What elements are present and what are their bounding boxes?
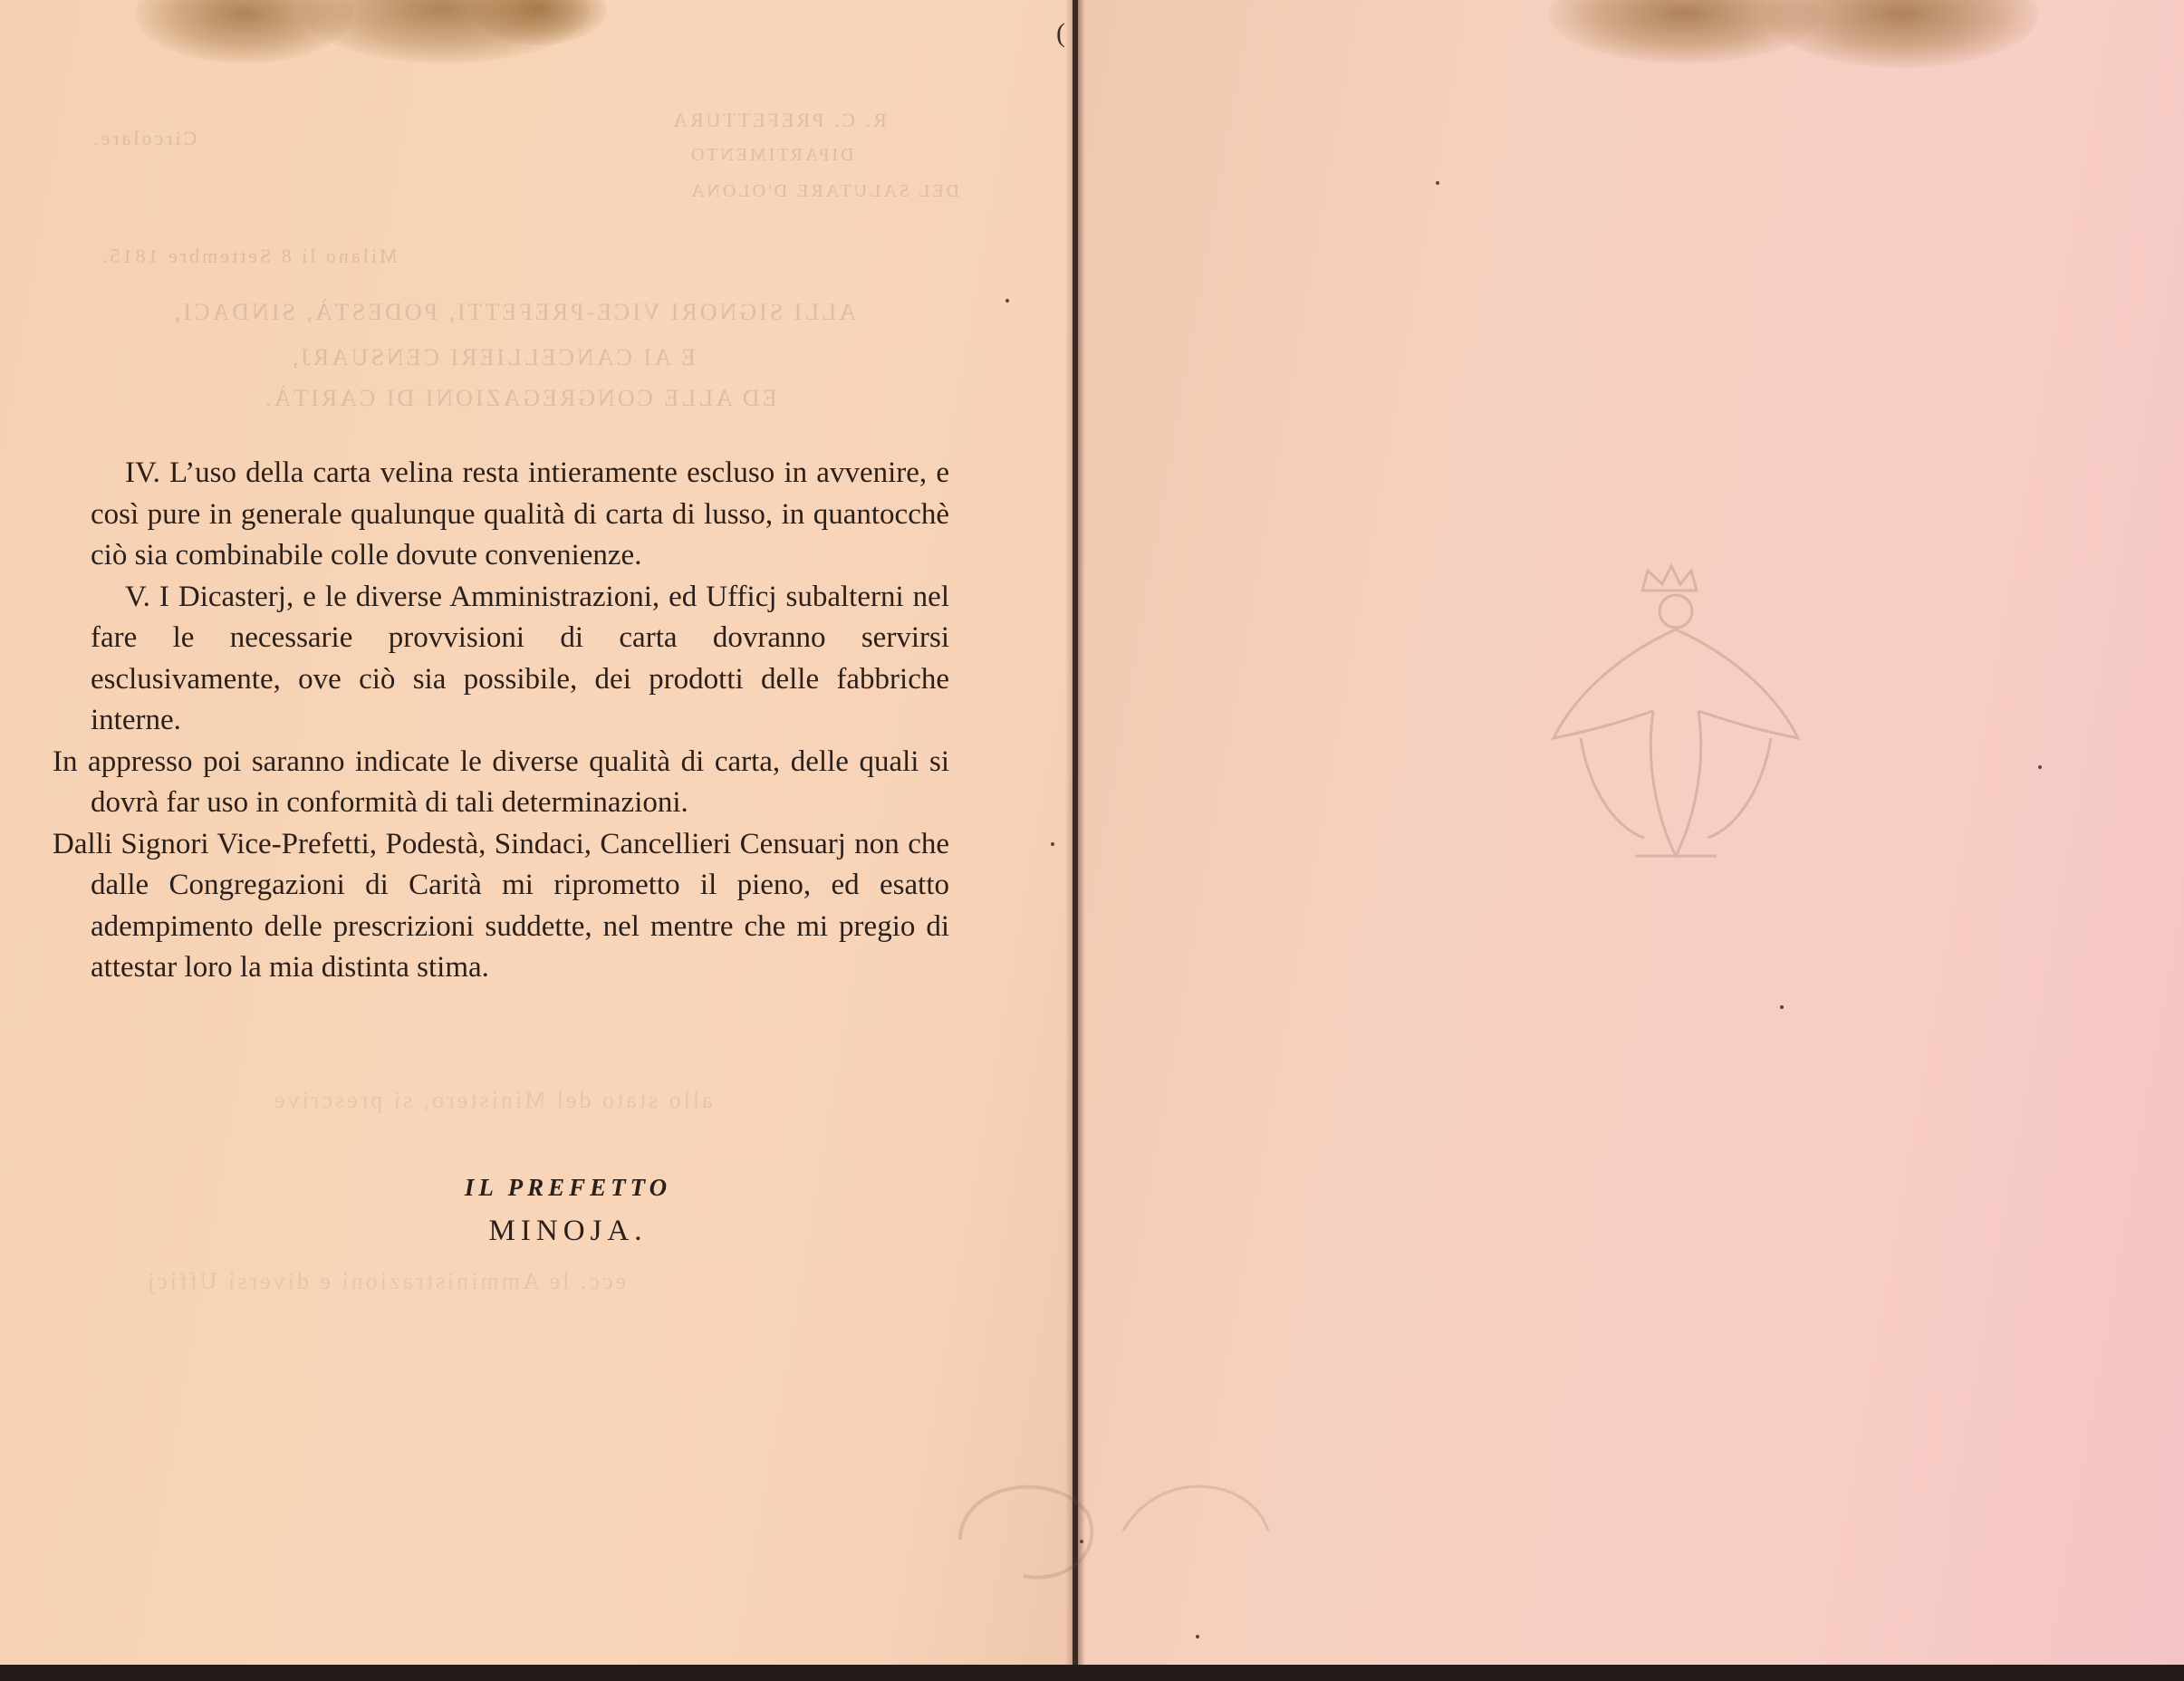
document-body [53, 453, 949, 989]
signature-block [0, 1174, 1073, 1248]
book-gutter [1065, 0, 1085, 1665]
left-page [0, 0, 1073, 1665]
speck [1005, 299, 1009, 303]
eagle-watermark-icon [1526, 557, 1825, 901]
stain-ring [924, 1431, 1304, 1612]
paragraph-dalli: Dalli Signori Vice-Prefetti, Podestà, Sindaci, Cancellieri Censuarj non che dalle Congregazioni di Carità mi riprometto il pieno, ed esatto adempimento delle prescrizioni suddette, nel mentre che mi pregio di attestar loro la mia distinta stima. [53, 827, 949, 984]
bleed-through-text: ​DEL SALUTARE D'OLONA [688, 181, 960, 201]
bleed-through-text: ​Circolare. [91, 127, 197, 149]
paragraph-iv: IV. L’uso della carta velina resta intieramente escluso in avvenire, e così pure in generale qualunque qualità di carta di lusso, in quantocchè ciò sia combinabile colle dovute convenienze. [91, 456, 949, 572]
signature-name: MINOJA. [488, 1215, 648, 1247]
speck [1436, 181, 1439, 185]
bleed-through-text: ​R. C. PREFETTURA [670, 109, 887, 131]
bleed-through-text: ​ED ALLE CONGREGAZIONI DI CARITÀ. [263, 385, 777, 411]
bleed-through-text: ​E AI CANCELLIERI CENSUARJ, [290, 344, 696, 370]
paragraph-v: V. I Dicasterj, e le diverse Amministrazioni, ed Ufficj subalterni nel fare le necessarie provvisioni di carta dovranno servirsi esclusivamente, ove ciò sia possibile, dei prodotti delle fabbriche interne. [91, 580, 949, 736]
gutter-mark: ( [1056, 18, 1065, 48]
bleed-through-text: ​DIPARTIMENTO [688, 145, 854, 165]
bleed-through-text: ​ecc. le Amministrazioni e diversi Ufficj [145, 1268, 627, 1294]
paragraph-appresso: In appresso poi saranno indicate le diverse qualità di carta, delle quali si dovrà far uso in conformità di tali determinazioni. [53, 744, 949, 819]
bleed-through-text: ​ALLI SIGNORI VICE-PREFETTI, PODESTÀ, SINDACI, [172, 299, 856, 325]
speck [1196, 1635, 1199, 1638]
speck [1780, 1005, 1784, 1009]
stain-top-right-2 [1766, 0, 2038, 68]
signature-title: IL PREFETTO [464, 1174, 672, 1201]
bleed-through-text: ​Milano li 8 Settembre 1815. [100, 245, 398, 267]
speck [1051, 842, 1054, 846]
speck [2038, 765, 2042, 769]
bleed-through-text: ​allo stato del Ministero, si prescrive [272, 1087, 713, 1113]
